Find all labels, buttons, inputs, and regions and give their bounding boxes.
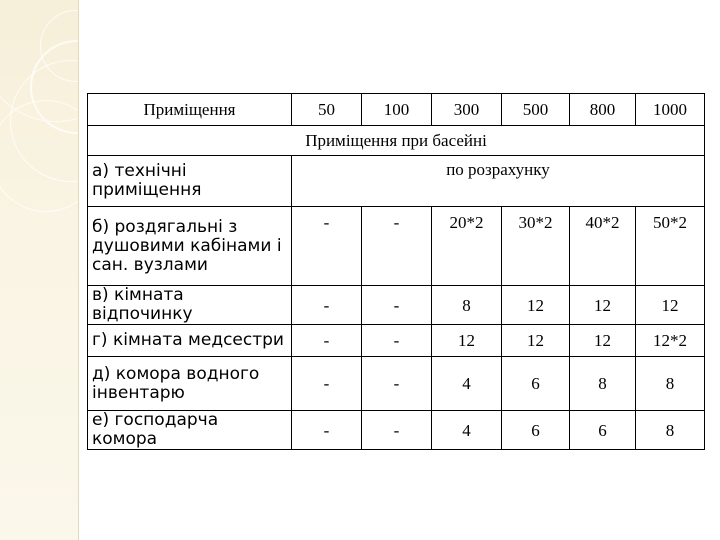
- table-cell: 30*2: [502, 207, 570, 286]
- rooms-capacity-table: [87, 93, 705, 450]
- row-label: в) кімната відпочинку: [88, 286, 292, 325]
- table-cell: -: [362, 286, 432, 325]
- column-header-capacity: 800: [570, 94, 636, 126]
- column-header-rooms: Приміщення: [88, 94, 292, 126]
- section-row: [88, 126, 705, 156]
- table-cell: -: [292, 357, 362, 411]
- decorative-side-panel: [0, 0, 79, 540]
- table-cell: 12: [502, 325, 570, 357]
- table-cell: 12: [636, 286, 705, 325]
- table-cell: 20*2: [432, 207, 502, 286]
- table-cell: 12: [570, 286, 636, 325]
- column-header-capacity: 50: [292, 94, 362, 126]
- table-cell: -: [362, 357, 432, 411]
- decorative-circle: [0, 100, 79, 212]
- column-header-capacity: 500: [502, 94, 570, 126]
- row-label: б) роздягальні з душовими кабінами і сан. вузлами: [88, 207, 292, 286]
- table-row: [88, 156, 705, 207]
- table-cell: 12: [570, 325, 636, 357]
- table-cell: 6: [502, 411, 570, 450]
- table-cell: 8: [432, 286, 502, 325]
- table-cell: 40*2: [570, 207, 636, 286]
- section-title: Приміщення при басейні: [88, 126, 705, 156]
- table-cell: -: [292, 286, 362, 325]
- table-cell: -: [292, 411, 362, 450]
- table-row: [88, 325, 705, 357]
- table-cell: 12*2: [636, 325, 705, 357]
- table-cell: 8: [570, 357, 636, 411]
- table-cell: -: [292, 325, 362, 357]
- table-row: [88, 411, 705, 450]
- row-label: д) комора водного інвентарю: [88, 357, 292, 411]
- table-cell: -: [292, 207, 362, 286]
- row-label: а) технічні приміщення: [88, 156, 292, 207]
- table-cell: 6: [502, 357, 570, 411]
- table-cell: -: [362, 325, 432, 357]
- header-row: [88, 94, 705, 126]
- calculation-note: по розрахунку: [292, 156, 705, 207]
- table-cell: 12: [502, 286, 570, 325]
- column-header-capacity: 1000: [636, 94, 705, 126]
- column-header-capacity: 100: [362, 94, 432, 126]
- table-cell: 4: [432, 357, 502, 411]
- table-cell: 4: [432, 411, 502, 450]
- table-cell: -: [362, 411, 432, 450]
- table-cell: 50*2: [636, 207, 705, 286]
- table-cell: 6: [570, 411, 636, 450]
- row-label: г) кімната медсестри: [88, 325, 292, 357]
- row-label: е) господарча комора: [88, 411, 292, 450]
- table-cell: 8: [636, 357, 705, 411]
- table-row: [88, 286, 705, 325]
- table-cell: 8: [636, 411, 705, 450]
- table-row: [88, 207, 705, 286]
- table-cell: 12: [432, 325, 502, 357]
- table-cell: -: [362, 207, 432, 286]
- column-header-capacity: 300: [432, 94, 502, 126]
- table-row: [88, 357, 705, 411]
